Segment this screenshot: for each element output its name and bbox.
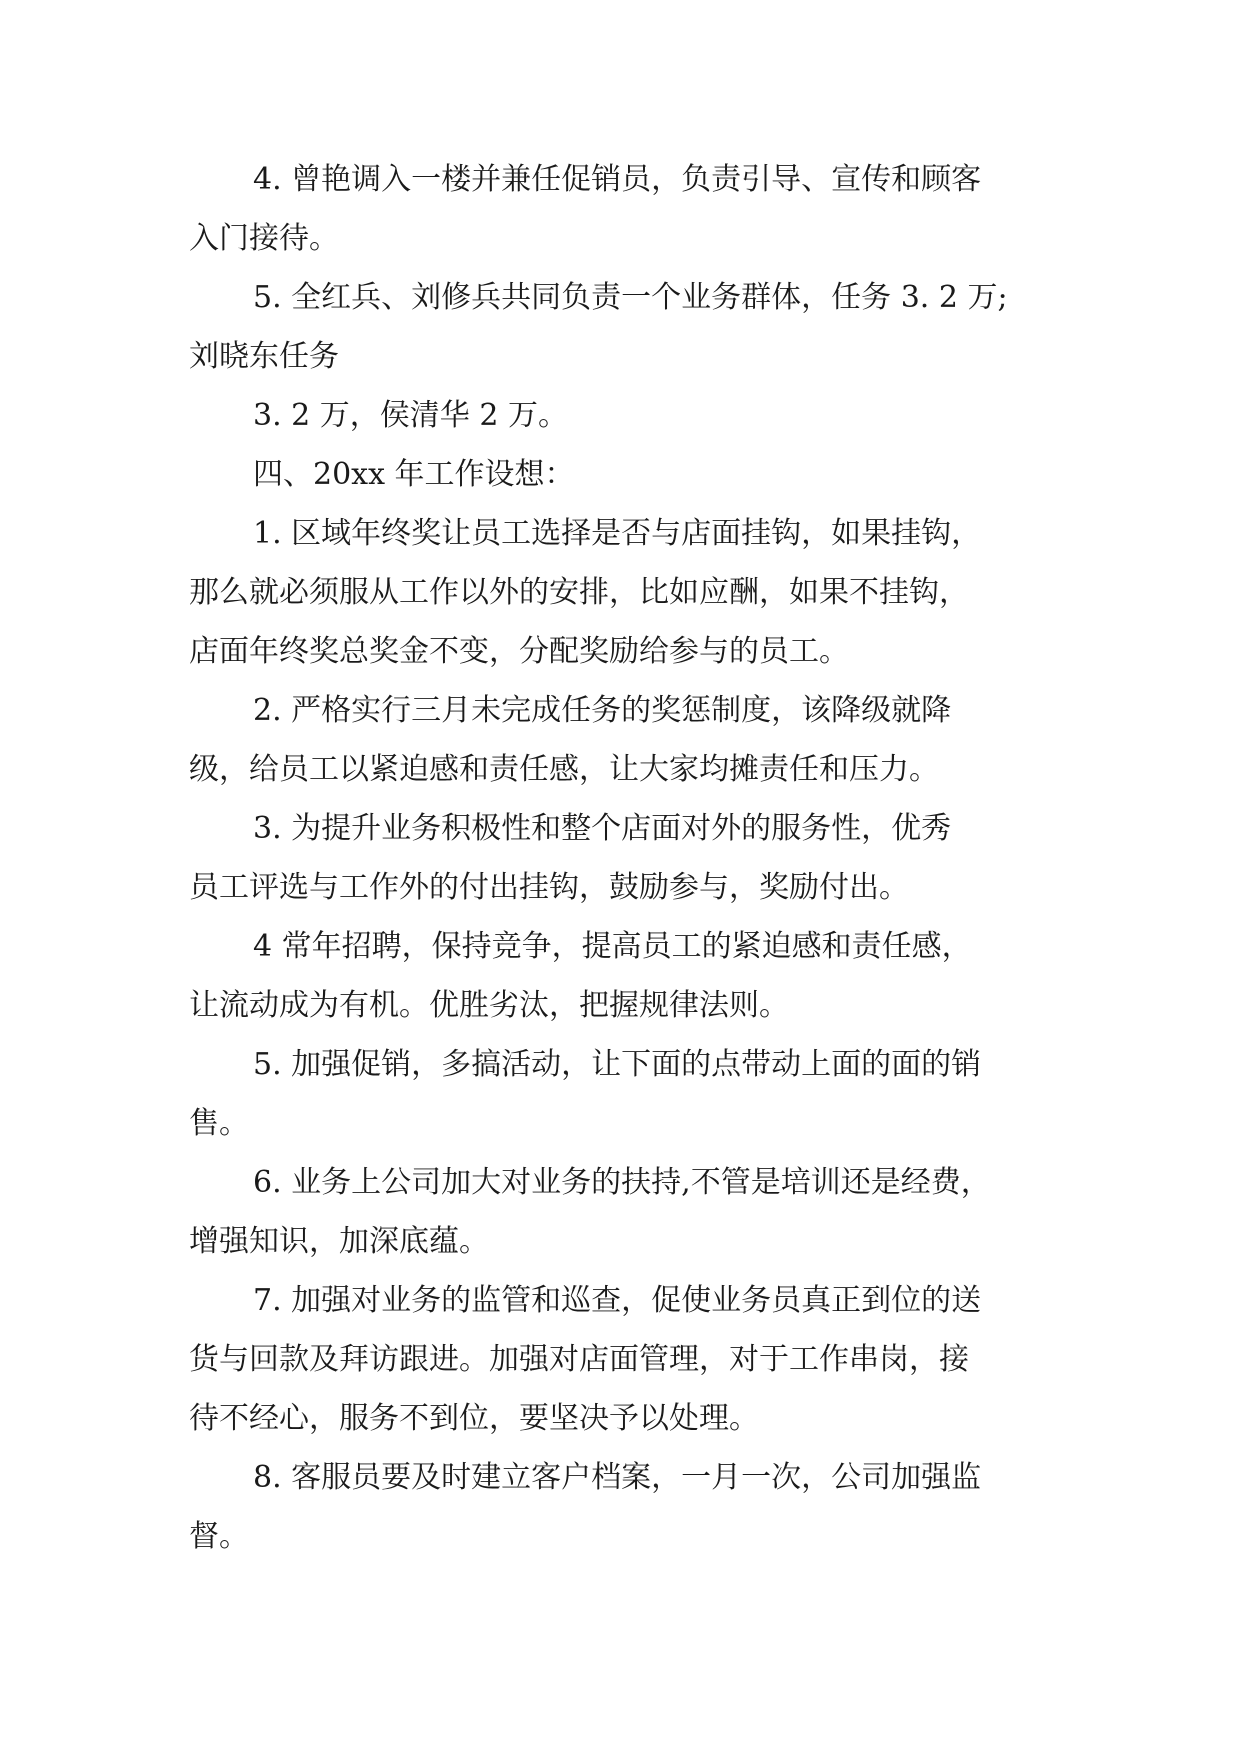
text-line: 货与回款及拜访跟进。加强对店面管理，对于工作串岗，接 — [189, 1342, 969, 1377]
text-line: 员工评选与工作外的付出挂钩，鼓励参与，奖励付出。 — [189, 870, 909, 905]
section-heading — [189, 445, 1056, 504]
paragraph — [189, 504, 1056, 681]
paragraph — [189, 681, 1056, 799]
document-body — [189, 150, 1056, 1566]
text-line: 售。 — [189, 1106, 249, 1141]
paragraph — [189, 150, 1056, 268]
text-line: 2. 严格实行三月未完成任务的奖惩制度，该降级就降 — [253, 693, 952, 728]
text-line: 让流动成为有机。优胜劣汰，把握规律法则。 — [189, 988, 789, 1023]
paragraph — [189, 1271, 1056, 1448]
text-line: 3. 2 万，侯清华 2 万。 — [253, 398, 568, 433]
text-line: 1. 区域年终奖让员工选择是否与店面挂钩，如果挂钩， — [253, 516, 982, 551]
text-line: 四、20xx 年工作设想： — [253, 457, 575, 492]
text-line: 5. 全红兵、刘修兵共同负责一个业务群体，任务 3. 2 万; — [253, 280, 1008, 315]
text-line: 3. 为提升业务积极性和整个店面对外的服务性，优秀 — [253, 811, 952, 846]
text-line: 督。 — [189, 1519, 249, 1554]
paragraph — [189, 799, 1056, 917]
text-line: 待不经心，服务不到位，要坚决予以处理。 — [189, 1401, 759, 1436]
text-line: 7. 加强对业务的监管和巡查，促使业务员真正到位的送 — [253, 1283, 982, 1318]
text-line: 4 常年招聘，保持竞争，提高员工的紧迫感和责任感， — [253, 929, 972, 964]
text-line: 8. 客服员要及时建立客户档案，一月一次，公司加强监 — [253, 1460, 982, 1495]
text-line: 6. 业务上公司加大对业务的扶持,不管是培训还是经费， — [253, 1165, 991, 1200]
text-line: 入门接待。 — [189, 221, 339, 256]
text-line: 增强知识，加深底蕴。 — [189, 1224, 489, 1259]
paragraph — [189, 386, 1056, 445]
paragraph — [189, 1153, 1056, 1271]
text-line: 店面年终奖总奖金不变，分配奖励给参与的员工。 — [189, 634, 849, 669]
text-line: 4. 曾艳调入一楼并兼任促销员，负责引导、宣传和顾客 — [253, 162, 982, 197]
paragraph — [189, 1035, 1056, 1153]
paragraph — [189, 917, 1056, 1035]
text-line: 级，给员工以紧迫感和责任感，让大家均摊责任和压力。 — [189, 752, 939, 787]
text-line: 刘晓东任务 — [189, 339, 339, 374]
text-line: 那么就必须服从工作以外的安排，比如应酬，如果不挂钩， — [189, 575, 969, 610]
paragraph — [189, 1448, 1056, 1566]
paragraph — [189, 268, 1056, 386]
text-line: 5. 加强促销，多搞活动，让下面的点带动上面的面的销 — [253, 1047, 982, 1082]
